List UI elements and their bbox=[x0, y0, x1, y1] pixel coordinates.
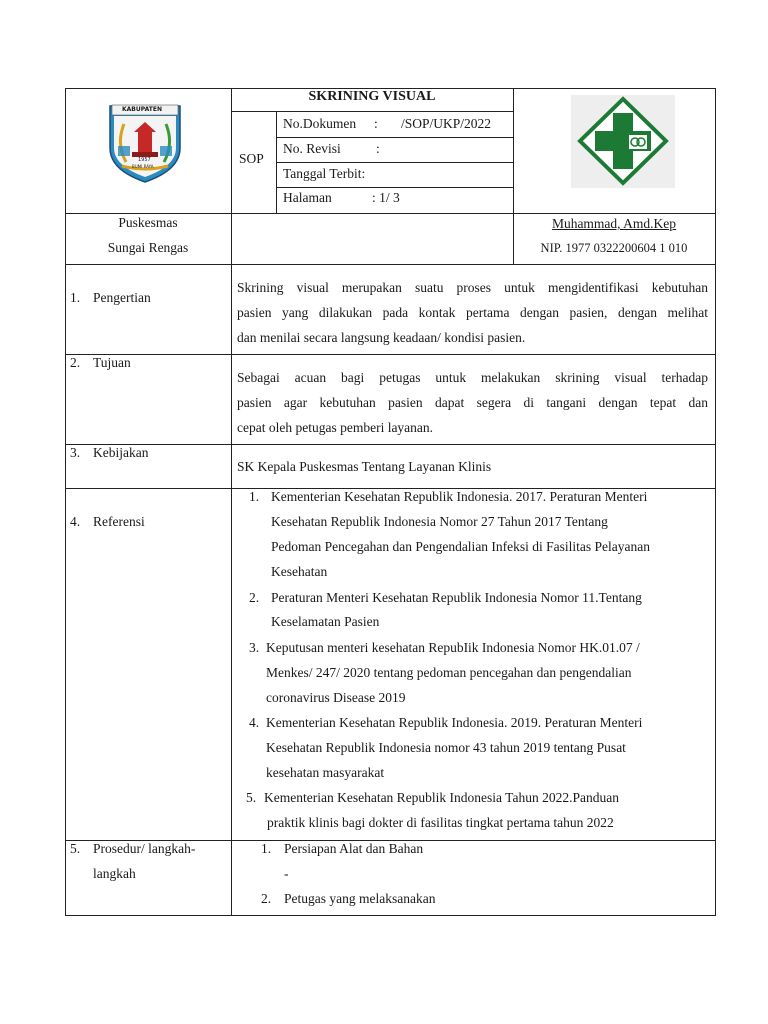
referensi-item-4-number: 4. bbox=[249, 715, 260, 730]
referensi-item-4-line-2: Kesehatan Republik Indonesia nomor 43 tahun 2019 tentang Pusat bbox=[266, 740, 626, 755]
tujuan-line-2: pasien agar kebutuhan pasien dapat segera di tangani dengan tepat dan bbox=[237, 395, 708, 410]
referensi-item-5-line-1: Kementerian Kesehatan Republik Indonesia Tahun 2022.Panduan bbox=[264, 790, 619, 805]
section-3-label: Kebijakan bbox=[93, 445, 149, 460]
dokumen-colon: : bbox=[374, 116, 378, 131]
referensi-item-2-line-1: Peraturan Menteri Kesehatan Republik Indonesia Nomor 11.Tentang bbox=[271, 590, 642, 605]
kebijakan-text: SK Kepala Puskesmas Tentang Layanan Klinis bbox=[237, 459, 492, 474]
section-4-number: 4. bbox=[70, 514, 81, 529]
referensi-item-1-line-4: Kesehatan bbox=[271, 564, 328, 579]
signature-name: Muhammad, Amd.Kep bbox=[551, 216, 677, 231]
divider-dokumen bbox=[276, 137, 513, 138]
prosedur-item-1-text: Persiapan Alat dan Bahan bbox=[284, 841, 424, 856]
section-2-label: Tujuan bbox=[93, 355, 131, 370]
section-1-label: Pengertian bbox=[93, 290, 151, 305]
divider-terbit bbox=[276, 187, 513, 188]
prosedur-item-2-text: Petugas yang melaksanakan bbox=[284, 891, 436, 906]
revisi-colon: : bbox=[376, 141, 380, 156]
referensi-item-4-line-3: kesehatan masyarakat bbox=[266, 765, 385, 780]
puskesmas-logo bbox=[571, 95, 675, 188]
emblem-top-text: KABUPATEN bbox=[122, 106, 162, 113]
sop-label: SOP bbox=[239, 151, 264, 166]
dokumen-label: No.Dokumen bbox=[283, 116, 357, 131]
regency-emblem bbox=[104, 100, 186, 184]
emblem-year: 1957 bbox=[138, 157, 151, 163]
halaman-label: Halaman bbox=[283, 190, 332, 205]
prosedur-item-2-number: 2. bbox=[261, 891, 272, 906]
section-5-label-line-1: Prosedur/ langkah- bbox=[93, 841, 196, 856]
referensi-item-2-number: 2. bbox=[249, 590, 260, 605]
halaman-value: : 1/ 3 bbox=[372, 190, 400, 205]
referensi-item-1-line-2: Kesehatan Republik Indonesia Nomor 27 Tahun 2017 Tentang bbox=[271, 514, 608, 529]
revisi-label: No. Revisi bbox=[283, 141, 341, 156]
pengertian-line-1: Skrining visual merupakan suatu proses untuk mengidentifikasi kebutuhan bbox=[237, 280, 708, 295]
terbit-label: Tanggal Terbit: bbox=[283, 166, 366, 181]
divider-revisi bbox=[276, 162, 513, 163]
divider-row-3 bbox=[65, 444, 716, 445]
puskesmas-name-line1: Puskesmas bbox=[118, 215, 178, 230]
border-bottom bbox=[65, 915, 716, 916]
document-title: SKRINING VISUAL bbox=[308, 89, 436, 104]
emblem-motto: BUMI RAYA bbox=[132, 164, 154, 169]
section-2-number: 2. bbox=[70, 355, 81, 370]
section-5-number: 5. bbox=[70, 841, 81, 856]
tujuan-line-1: Sebagai acuan bagi petugas untuk melakukan skrining visual terhadap bbox=[237, 370, 708, 385]
pengertian-line-3: dan menilai secara langsung keadaan/ kondisi pasien. bbox=[237, 330, 526, 345]
referensi-item-1-line-3: Pedoman Pencegahan dan Pengendalian Infeksi di Fasilitas Pelayanan bbox=[271, 539, 651, 554]
tujuan-line-3: cepat oleh petugas pemberi layanan. bbox=[237, 420, 434, 435]
section-1-number: 1. bbox=[70, 290, 81, 305]
dokumen-value: /SOP/UKP/2022 bbox=[401, 116, 492, 131]
prosedur-item-1-sub: - bbox=[284, 866, 289, 881]
referensi-item-2-line-2: Keselamatan Pasien bbox=[271, 614, 380, 629]
prosedur-item-1-number: 1. bbox=[261, 841, 272, 856]
pengertian-line-2: pasien yang dilakukan pada kontak pertama dengan pasien, dengan melihat bbox=[237, 305, 708, 320]
divider-body-column bbox=[231, 264, 232, 916]
referensi-item-3-line-2: Menkes/ 247/ 2020 tentang pedoman pencegahan dan pengendalian bbox=[266, 665, 632, 680]
section-4-label: Referensi bbox=[93, 514, 145, 529]
divider-header-bottom bbox=[65, 213, 716, 214]
referensi-item-3-line-3: coronavirus Disease 2019 bbox=[266, 690, 406, 705]
section-5-label-line-2: langkah bbox=[93, 866, 136, 881]
referensi-item-4-line-1: Kementerian Kesehatan Republik Indonesia. 2019. Peraturan Menteri bbox=[266, 715, 643, 730]
referensi-item-3-line-1: Keputusan menteri kesehatan RepubIik Indonesia Nomor HK.01.07 / bbox=[266, 640, 640, 655]
divider-logo-right bbox=[513, 88, 514, 264]
referensi-item-5-number: 5. bbox=[246, 790, 257, 805]
referensi-item-1-number: 1. bbox=[249, 489, 260, 504]
divider-title bbox=[231, 111, 513, 112]
referensi-item-1-line-1: Kementerian Kesehatan Republik Indonesia. 2017. Peraturan Menteri bbox=[271, 489, 648, 504]
divider-row-1 bbox=[65, 264, 716, 265]
referensi-item-5-line-2: praktik klinis bagi dokter di fasilitas tingkat pertama tahun 2022 bbox=[267, 815, 614, 830]
signature-nip: NIP. 1977 0322200604 1 010 bbox=[540, 241, 688, 255]
divider-logo-left bbox=[231, 88, 232, 264]
referensi-item-3-number: 3. bbox=[249, 640, 260, 655]
puskesmas-name-line2: Sungai Rengas bbox=[107, 240, 189, 255]
divider-row-2 bbox=[65, 354, 716, 355]
section-3-number: 3. bbox=[70, 445, 81, 460]
